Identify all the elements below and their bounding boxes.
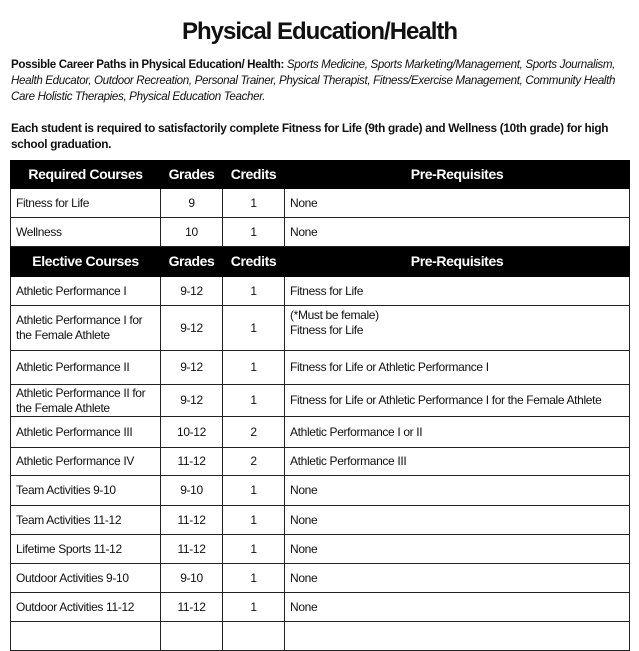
table-row: [11, 385, 630, 417]
table-row: [11, 535, 630, 564]
cell-course: Outdoor Activities 9-10: [11, 564, 161, 593]
cell-course: Wellness: [11, 218, 161, 247]
cell-prereq: None: [285, 535, 630, 564]
cell-course: Team Activities 9-10: [11, 476, 161, 506]
table-row: [11, 189, 630, 218]
courses-table: [10, 160, 630, 651]
cell-empty: [223, 622, 285, 651]
cell-course: Athletic Performance I for the Female Athlete: [11, 306, 161, 351]
table-row: [11, 218, 630, 247]
cell-grades: 9-12: [161, 306, 223, 351]
cell-prereq: None: [285, 593, 630, 622]
cell-prereq: Athletic Performance III: [285, 448, 630, 476]
table-row: [11, 448, 630, 476]
cell-credits: 1: [223, 564, 285, 593]
cell-grades: 11-12: [161, 535, 223, 564]
cell-course: Outdoor Activities 11-12: [11, 593, 161, 622]
prereq-note: (*Must be female): [290, 308, 379, 322]
cell-grades: 9-10: [161, 564, 223, 593]
cell-prereq: Athletic Performance I or II: [285, 417, 630, 448]
cell-credits: 1: [223, 218, 285, 247]
table-row: [11, 306, 630, 351]
cell-credits: 1: [223, 476, 285, 506]
cell-prereq: None: [285, 476, 630, 506]
cell-credits: 1: [223, 306, 285, 351]
cell-prereq: None: [285, 189, 630, 218]
cell-course: Athletic Performance II for the Female Athlete: [11, 385, 161, 417]
table-row-partial: [11, 622, 630, 651]
cell-credits: 1: [223, 189, 285, 218]
cell-empty: [11, 622, 161, 651]
cell-prereq: [285, 306, 630, 351]
table-row: [11, 351, 630, 385]
cell-course: Lifetime Sports 11-12: [11, 535, 161, 564]
cell-grades: 10-12: [161, 417, 223, 448]
required-header-credits: Credits: [223, 161, 285, 189]
cell-grades: 9-12: [161, 385, 223, 417]
cell-credits: 1: [223, 535, 285, 564]
cell-credits: 1: [223, 506, 285, 535]
cell-course: Fitness for Life: [11, 189, 161, 218]
cell-prereq: Fitness for Life: [285, 277, 630, 306]
cell-credits: 1: [223, 385, 285, 417]
cell-grades: 9-10: [161, 476, 223, 506]
cell-grades: 11-12: [161, 593, 223, 622]
graduation-requirement: Each student is required to satisfactorily complete Fitness for Life (9th grade) and Wellness (10th grade) for high school graduation.: [11, 121, 609, 151]
cell-grades: 9: [161, 189, 223, 218]
cell-grades: 11-12: [161, 448, 223, 476]
elective-header-credits: Credits: [223, 247, 285, 277]
cell-prereq: None: [285, 506, 630, 535]
required-header-row: [11, 161, 630, 189]
table-row: [11, 564, 630, 593]
table-row: [11, 593, 630, 622]
elective-header-course: Elective Courses: [11, 247, 161, 277]
required-header-grades: Grades: [161, 161, 223, 189]
cell-credits: 1: [223, 277, 285, 306]
career-paths: [11, 57, 633, 105]
table-row: [11, 506, 630, 535]
cell-prereq: None: [285, 218, 630, 247]
cell-course: Athletic Performance II: [11, 351, 161, 385]
elective-header-prereq: Pre-Requisites: [285, 247, 630, 277]
page-title: Physical Education/Health: [181, 18, 458, 45]
table-row: [11, 277, 630, 306]
required-header-prereq: Pre-Requisites: [285, 161, 630, 189]
elective-header-row: [11, 247, 630, 277]
cell-course: Athletic Performance I: [11, 277, 161, 306]
elective-header-grades: Grades: [161, 247, 223, 277]
cell-grades: 11-12: [161, 506, 223, 535]
cell-course: Athletic Performance III: [11, 417, 161, 448]
cell-grades: 9-12: [161, 351, 223, 385]
table-row: [11, 417, 630, 448]
cell-credits: 1: [223, 593, 285, 622]
career-paths-label: Possible Career Paths in Physical Education/ Health:: [11, 58, 285, 71]
prereq-text: Fitness for Life: [290, 323, 364, 337]
cell-credits: 2: [223, 448, 285, 476]
cell-credits: 2: [223, 417, 285, 448]
table-row: [11, 476, 630, 506]
cell-empty: [285, 622, 630, 651]
cell-grades: 9-12: [161, 277, 223, 306]
cell-credits: 1: [223, 351, 285, 385]
required-header-course: Required Courses: [11, 161, 161, 189]
cell-grades: 10: [161, 218, 223, 247]
career-paths-list: Sports Medicine, Sports Marketing/Management, Sports Journalism, Health Educator, Outdoor Recreation, Personal Trainer, Physical Therapist, Fitness/Exercise Management, Community Health Care Holistic Therapies, Physical Education Teacher.: [11, 58, 616, 103]
cell-prereq: None: [285, 564, 630, 593]
cell-prereq: Fitness for Life or Athletic Performance I: [285, 351, 630, 385]
cell-course: Athletic Performance IV: [11, 448, 161, 476]
cell-prereq: Fitness for Life or Athletic Performance I for the Female Athlete: [285, 385, 630, 417]
cell-empty: [161, 622, 223, 651]
cell-course: Team Activities 11-12: [11, 506, 161, 535]
